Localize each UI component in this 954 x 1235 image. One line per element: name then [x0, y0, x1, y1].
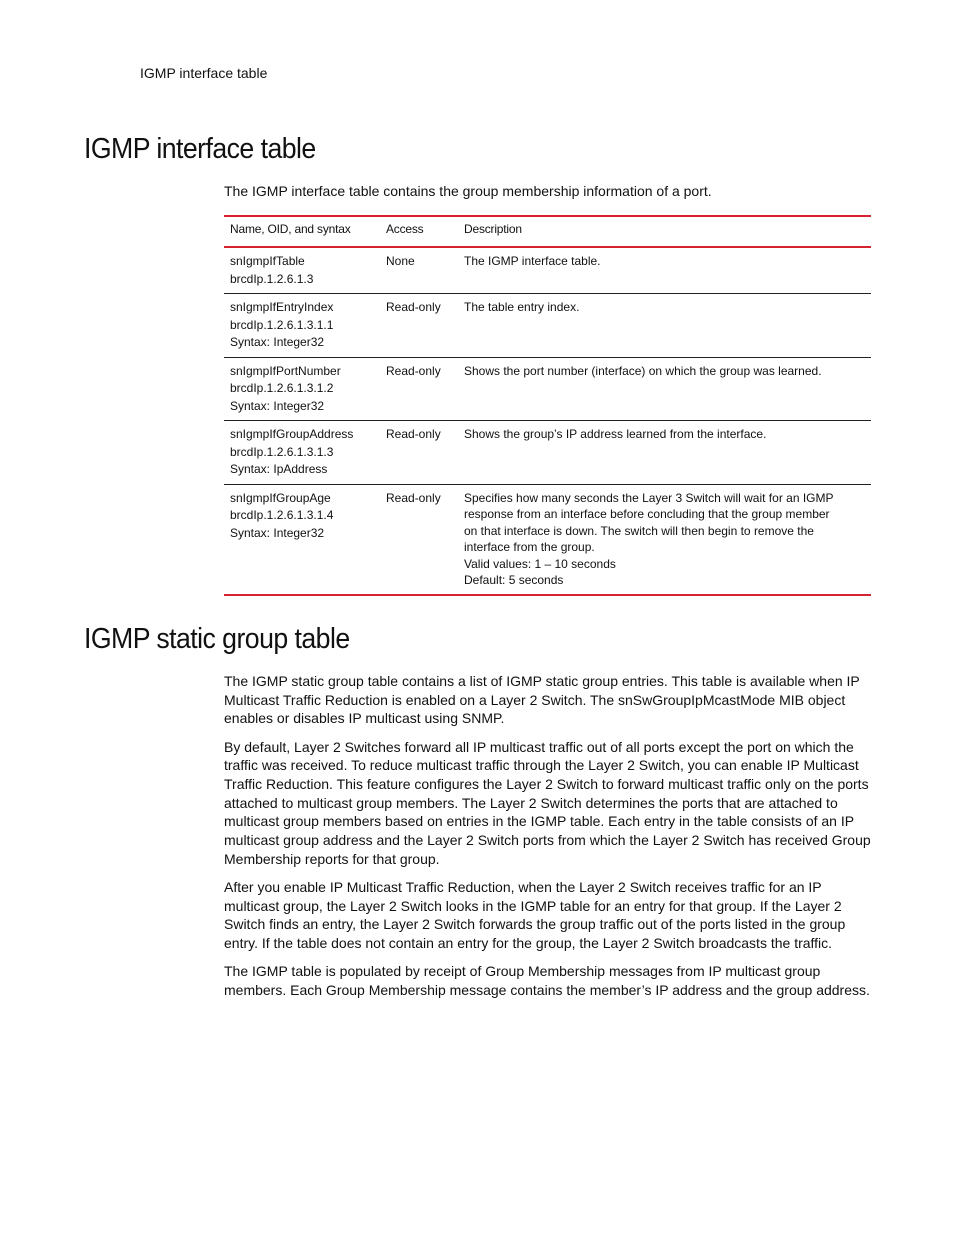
description-text: Specifies how many seconds the Layer 3 Switch will wait for an IGMP [464, 490, 834, 505]
table-row [224, 247, 871, 294]
description-text: response from an interface before concluding that the group member [464, 507, 830, 521]
section-body [224, 672, 872, 1009]
object-name: snIgmpIfGroupAge [230, 490, 331, 505]
default-value-text: Default: 5 seconds [464, 573, 564, 587]
object-cell [224, 484, 380, 595]
description-text: interface from the group. [464, 540, 595, 554]
header-access: Access [380, 216, 458, 247]
header-description: Description [458, 216, 871, 247]
igmp-interface-mib-table [224, 215, 871, 596]
section-intro: The IGMP interface table contains the group membership information of a port. [224, 183, 712, 199]
table-header-row [224, 216, 871, 247]
section-title-igmp-static-group-table: IGMP static group table [84, 623, 350, 655]
object-syntax: Syntax: Integer32 [230, 398, 325, 413]
description-text: The table entry index. [464, 300, 580, 314]
object-syntax: Syntax: IpAddress [230, 462, 328, 476]
access-cell: Read-only [380, 484, 458, 595]
description-text: Shows the port number (interface) on which the group was learned. [464, 363, 822, 378]
object-name: snIgmpIfEntryIndex [230, 300, 334, 314]
object-name: snIgmpIfGroupAddress [230, 427, 354, 441]
object-name: snIgmpIfPortNumber [230, 363, 341, 378]
table-row [224, 421, 871, 485]
access-cell: Read-only [380, 294, 458, 358]
access-cell: Read-only [380, 357, 458, 421]
description-text: Shows the group’s IP address learned from the interface. [464, 427, 767, 441]
object-cell [224, 247, 380, 294]
section-title-igmp-interface-table: IGMP interface table [84, 133, 316, 165]
description-cell [458, 421, 871, 485]
object-cell [224, 357, 380, 421]
body-paragraph: By default, Layer 2 Switches forward all IP multicast traffic out of all ports except the port on which the traffic was received. To reduce multicast traffic through the Layer 2 Switch, you can enable IP Multicast Traffic Reduction. This feature configures the Layer 2 Switch to forward multicast traffic only on the ports attached to multicast group members. The Layer 2 Switch determines the ports that are attached to multicast group members based on entries in the IGMP table. Each entry in the table consists of an IP multicast group address and the Layer 2 Switch ports from which the Layer 2 Switch has received Group Membership reports for that group. [224, 738, 871, 867]
object-oid: brcdIp.1.2.6.1.3.1.3 [230, 444, 334, 459]
description-cell [458, 484, 871, 595]
table-row [224, 357, 871, 421]
valid-values-text: Valid values: 1 – 10 seconds [464, 556, 616, 571]
object-cell [224, 294, 380, 358]
body-paragraph: After you enable IP Multicast Traffic Reduction, when the Layer 2 Switch receives traffic for an IP multicast group, the Layer 2 Switch looks in the IGMP table for an entry for that group. If the Layer 2 Switch finds an entry, the Layer 2 Switch forwards the group traffic out of the ports listed in the group entry. If the table does not contain an entry for the group, the Layer 2 Switch broadcasts the traffic. [224, 879, 846, 952]
description-cell [458, 357, 871, 421]
running-head: IGMP interface table [140, 65, 268, 81]
object-name: snIgmpIfTable [230, 254, 305, 268]
body-paragraph: The IGMP static group table contains a list of IGMP static group entries. This table is available when IP Multicast Traffic Reduction is enabled on a Layer 2 Switch. The snSwGroupIpMcastMode MIB object enables or disables IP multicast using SNMP. [224, 673, 860, 727]
object-oid: brcdIp.1.2.6.1.3 [230, 271, 314, 286]
object-oid: brcdIp.1.2.6.1.3.1.1 [230, 317, 334, 332]
object-cell [224, 421, 380, 485]
object-syntax: Syntax: Integer32 [230, 335, 325, 349]
description-text: on that interface is down. The switch will then begin to remove the [464, 523, 814, 538]
object-oid: brcdIp.1.2.6.1.3.1.4 [230, 508, 334, 522]
access-cell: Read-only [380, 421, 458, 485]
object-syntax: Syntax: Integer32 [230, 525, 325, 540]
table-row [224, 294, 871, 358]
header-name-oid-syntax: Name, OID, and syntax [224, 216, 380, 247]
description-cell [458, 294, 871, 358]
description-text: The IGMP interface table. [464, 254, 601, 268]
description-cell [458, 247, 871, 294]
body-paragraph: The IGMP table is populated by receipt of Group Membership messages from IP multicast group members. Each Group Membership message contains the member’s IP address and the group address. [224, 963, 870, 999]
object-oid: brcdIp.1.2.6.1.3.1.2 [230, 381, 334, 395]
table-row [224, 484, 871, 595]
access-cell: None [380, 247, 458, 294]
